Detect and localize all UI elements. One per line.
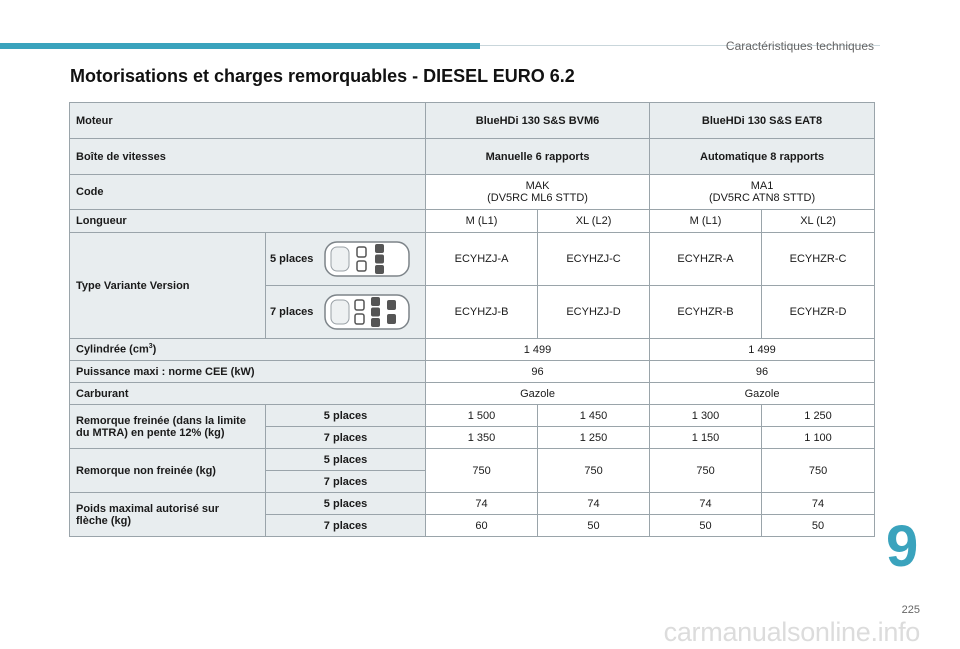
table-row-code — [70, 175, 875, 210]
code-2-line2: (DV5RC ATN8 STTD) — [708, 192, 816, 204]
table-cell: 60 — [426, 515, 538, 537]
row-label: Poids maximal autorisé sur flèche (kg) — [70, 493, 266, 537]
table-cell: 74 — [426, 493, 538, 515]
places-label: 5 places — [266, 449, 426, 471]
table-cell: 1 500 — [426, 405, 538, 427]
table-cell: 750 — [650, 449, 762, 493]
places-cell — [266, 286, 426, 339]
row-label: Remorque non freinée (kg) — [70, 449, 266, 493]
table-cell: ECYHZR-C — [762, 233, 875, 286]
header-accent-bar — [0, 43, 480, 49]
row-label: Boîte de vitesses — [70, 139, 426, 175]
places-label: 7 places — [270, 306, 314, 318]
table-cell: 74 — [538, 493, 650, 515]
table-cell: 1 499 — [426, 339, 650, 361]
section-title: Caractéristiques techniques — [725, 39, 874, 53]
table-cell: ECYHZJ-D — [538, 286, 650, 339]
van-7-seats-icon — [323, 292, 413, 332]
table-cell: 50 — [762, 515, 875, 537]
table-cell: M (L1) — [426, 210, 538, 233]
table-cell: ECYHZJ-C — [538, 233, 650, 286]
table-row-boite — [70, 139, 875, 175]
table-row-cylindree — [70, 339, 875, 361]
table-row-longueur — [70, 210, 875, 233]
table-cell: Gazole — [426, 383, 650, 405]
table-cell: 50 — [538, 515, 650, 537]
specs-table — [69, 102, 875, 537]
table-cell: 96 — [426, 361, 650, 383]
code-1 — [426, 175, 650, 210]
table-cell: 74 — [762, 493, 875, 515]
table-row-remorque-freinee-5 — [70, 405, 875, 427]
watermark: carmanualsonline.info — [663, 617, 920, 647]
table-cell: 1 499 — [650, 339, 875, 361]
table-cell: ECYHZJ-A — [426, 233, 538, 286]
table-cell: ECYHZR-A — [650, 233, 762, 286]
van-5-seats-icon — [323, 239, 413, 279]
places-label: 5 places — [266, 493, 426, 515]
table-cell: ECYHZR-D — [762, 286, 875, 339]
table-cell: 1 250 — [762, 405, 875, 427]
table-row-remorque-non-freinee-5 — [70, 449, 875, 471]
table-cell: 1 150 — [650, 427, 762, 449]
table-row-type-5 — [70, 233, 875, 286]
row-label: Moteur — [70, 103, 426, 139]
table-cell: 750 — [538, 449, 650, 493]
table-cell: 96 — [650, 361, 875, 383]
places-cell — [266, 233, 426, 286]
engine-1-name: BlueHDi 130 S&S BVM6 — [426, 103, 650, 139]
table-cell: 1 250 — [538, 427, 650, 449]
table-cell: 1 300 — [650, 405, 762, 427]
row-label: Longueur — [70, 210, 426, 233]
places-label: 7 places — [266, 515, 426, 537]
table-cell: M (L1) — [650, 210, 762, 233]
table-row-poids-fleche-5 — [70, 493, 875, 515]
table-row-moteur — [70, 103, 875, 139]
page-title: Motorisations et charges remorquables - DIESEL EURO 6.2 — [70, 66, 575, 86]
row-label: Type Variante Version — [70, 233, 266, 339]
table-cell: 1 100 — [762, 427, 875, 449]
table-cell: 1 350 — [426, 427, 538, 449]
table-cell: Gazole — [650, 383, 875, 405]
row-label: Code — [70, 175, 426, 210]
gearbox-1: Manuelle 6 rapports — [426, 139, 650, 175]
places-label: 7 places — [266, 427, 426, 449]
places-label: 7 places — [266, 471, 426, 493]
table-cell: 750 — [762, 449, 875, 493]
places-label: 5 places — [266, 405, 426, 427]
table-cell: 50 — [650, 515, 762, 537]
row-label: Cylindrée $(cm^3)$ — [70, 339, 426, 361]
code-2 — [650, 175, 875, 210]
table-row-puissance — [70, 361, 875, 383]
code-2-line1: MA1 — [750, 180, 774, 192]
engine-2-name: BlueHDi 130 S&S EAT8 — [650, 103, 875, 139]
row-label: Carburant — [70, 383, 426, 405]
table-cell: ECYHZR-B — [650, 286, 762, 339]
table-cell: 1 450 — [538, 405, 650, 427]
table-row-carburant — [70, 383, 875, 405]
table-cell: XL (L2) — [538, 210, 650, 233]
code-1-line1: MAK — [525, 180, 550, 192]
page-number: 225 — [901, 604, 920, 616]
table-cell: 750 — [426, 449, 538, 493]
chapter-number: 9 — [886, 514, 919, 579]
gearbox-2: Automatique 8 rapports — [650, 139, 875, 175]
code-1-line2: (DV5RC ML6 STTD) — [487, 192, 588, 204]
table-cell: XL (L2) — [762, 210, 875, 233]
row-label: Remorque freinée (dans la limite du MTRA) en pente 12% (kg) — [70, 405, 266, 449]
places-label: 5 places — [270, 253, 314, 265]
row-label: Puissance maxi : norme CEE (kW) — [70, 361, 426, 383]
table-cell: ECYHZJ-B — [426, 286, 538, 339]
table-cell: 74 — [650, 493, 762, 515]
